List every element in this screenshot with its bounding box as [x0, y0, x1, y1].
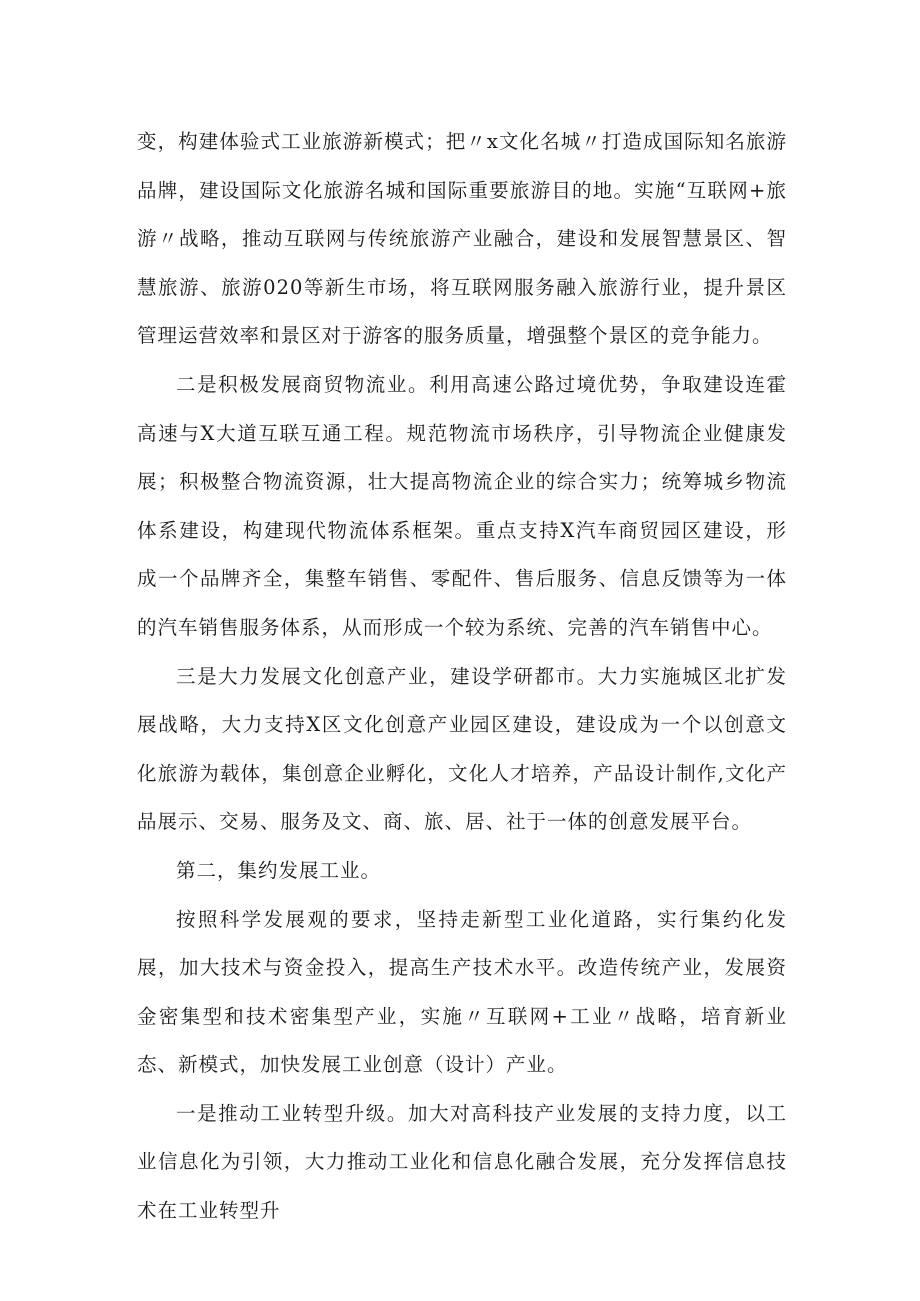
paragraph-5: 按照科学发展观的要求，坚持走新型工业化道路，实行集约化发展，加大技术与资金投入，提高生产技术水平。改造传统产业，发展资金密集型和技术密集型产业，实施〃互联网+工业〃战略，培育新业态、新模式，加快发展工业创意（设计）产业。	[137, 907, 787, 1077]
paragraph-6: 一是推动工业转型升级。加大对高科技产业发展的支持力度，以工业信息化为引领，大力推动工业化和信息化融合发展，充分发挥信息技术在工业转型升	[137, 1101, 787, 1223]
section-heading: 第二，集约发展工业。	[176, 858, 382, 882]
paragraph-1: 变，构建体验式工业旅游新模式；把〃x文化名城〃打造成国际知名旅游品牌，建设国际文化旅游名城和国际重要旅游目的地。实施“互联网+旅游〃战略，推动互联网与传统旅游产业融合，建设和发展智慧景区、智慧旅游、旅游020等新生市场，将互联网服务融入旅游行业，提升景区管理运营效率和景区对于游客的服务质量，增强整个景区的竞争能力。	[137, 130, 787, 348]
document-body	[137, 118, 787, 1236]
paragraph-3: 三是大力发展文化创意产业，建设学研都市。大力实施城区北扩发展战略，大力支持X区文化创意产业园区建设，建设成为一个以创意文化旅游为载体，集创意企业孵化，文化人才培养，产品设计制作,文化产品展示、交易、服务及文、商、旅、居、社于一体的创意发展平台。	[137, 664, 787, 834]
paragraph-2: 二是积极发展商贸物流业。利用高速公路过境优势，争取建设连霍高速与X大道互联互通工程。规范物流市场秩序，引导物流企业健康发展；积极整合物流资源，壮大提高物流企业的综合实力；统筹城乡物流体系建设，构建现代物流体系框架。重点支持X汽车商贸园区建设，形成一个品牌齐全，集整车销售、零配件、售后服务、信息反馈等为一体的汽车销售服务体系，从而形成一个较为系统、完善的汽车销售中心。	[137, 372, 787, 639]
